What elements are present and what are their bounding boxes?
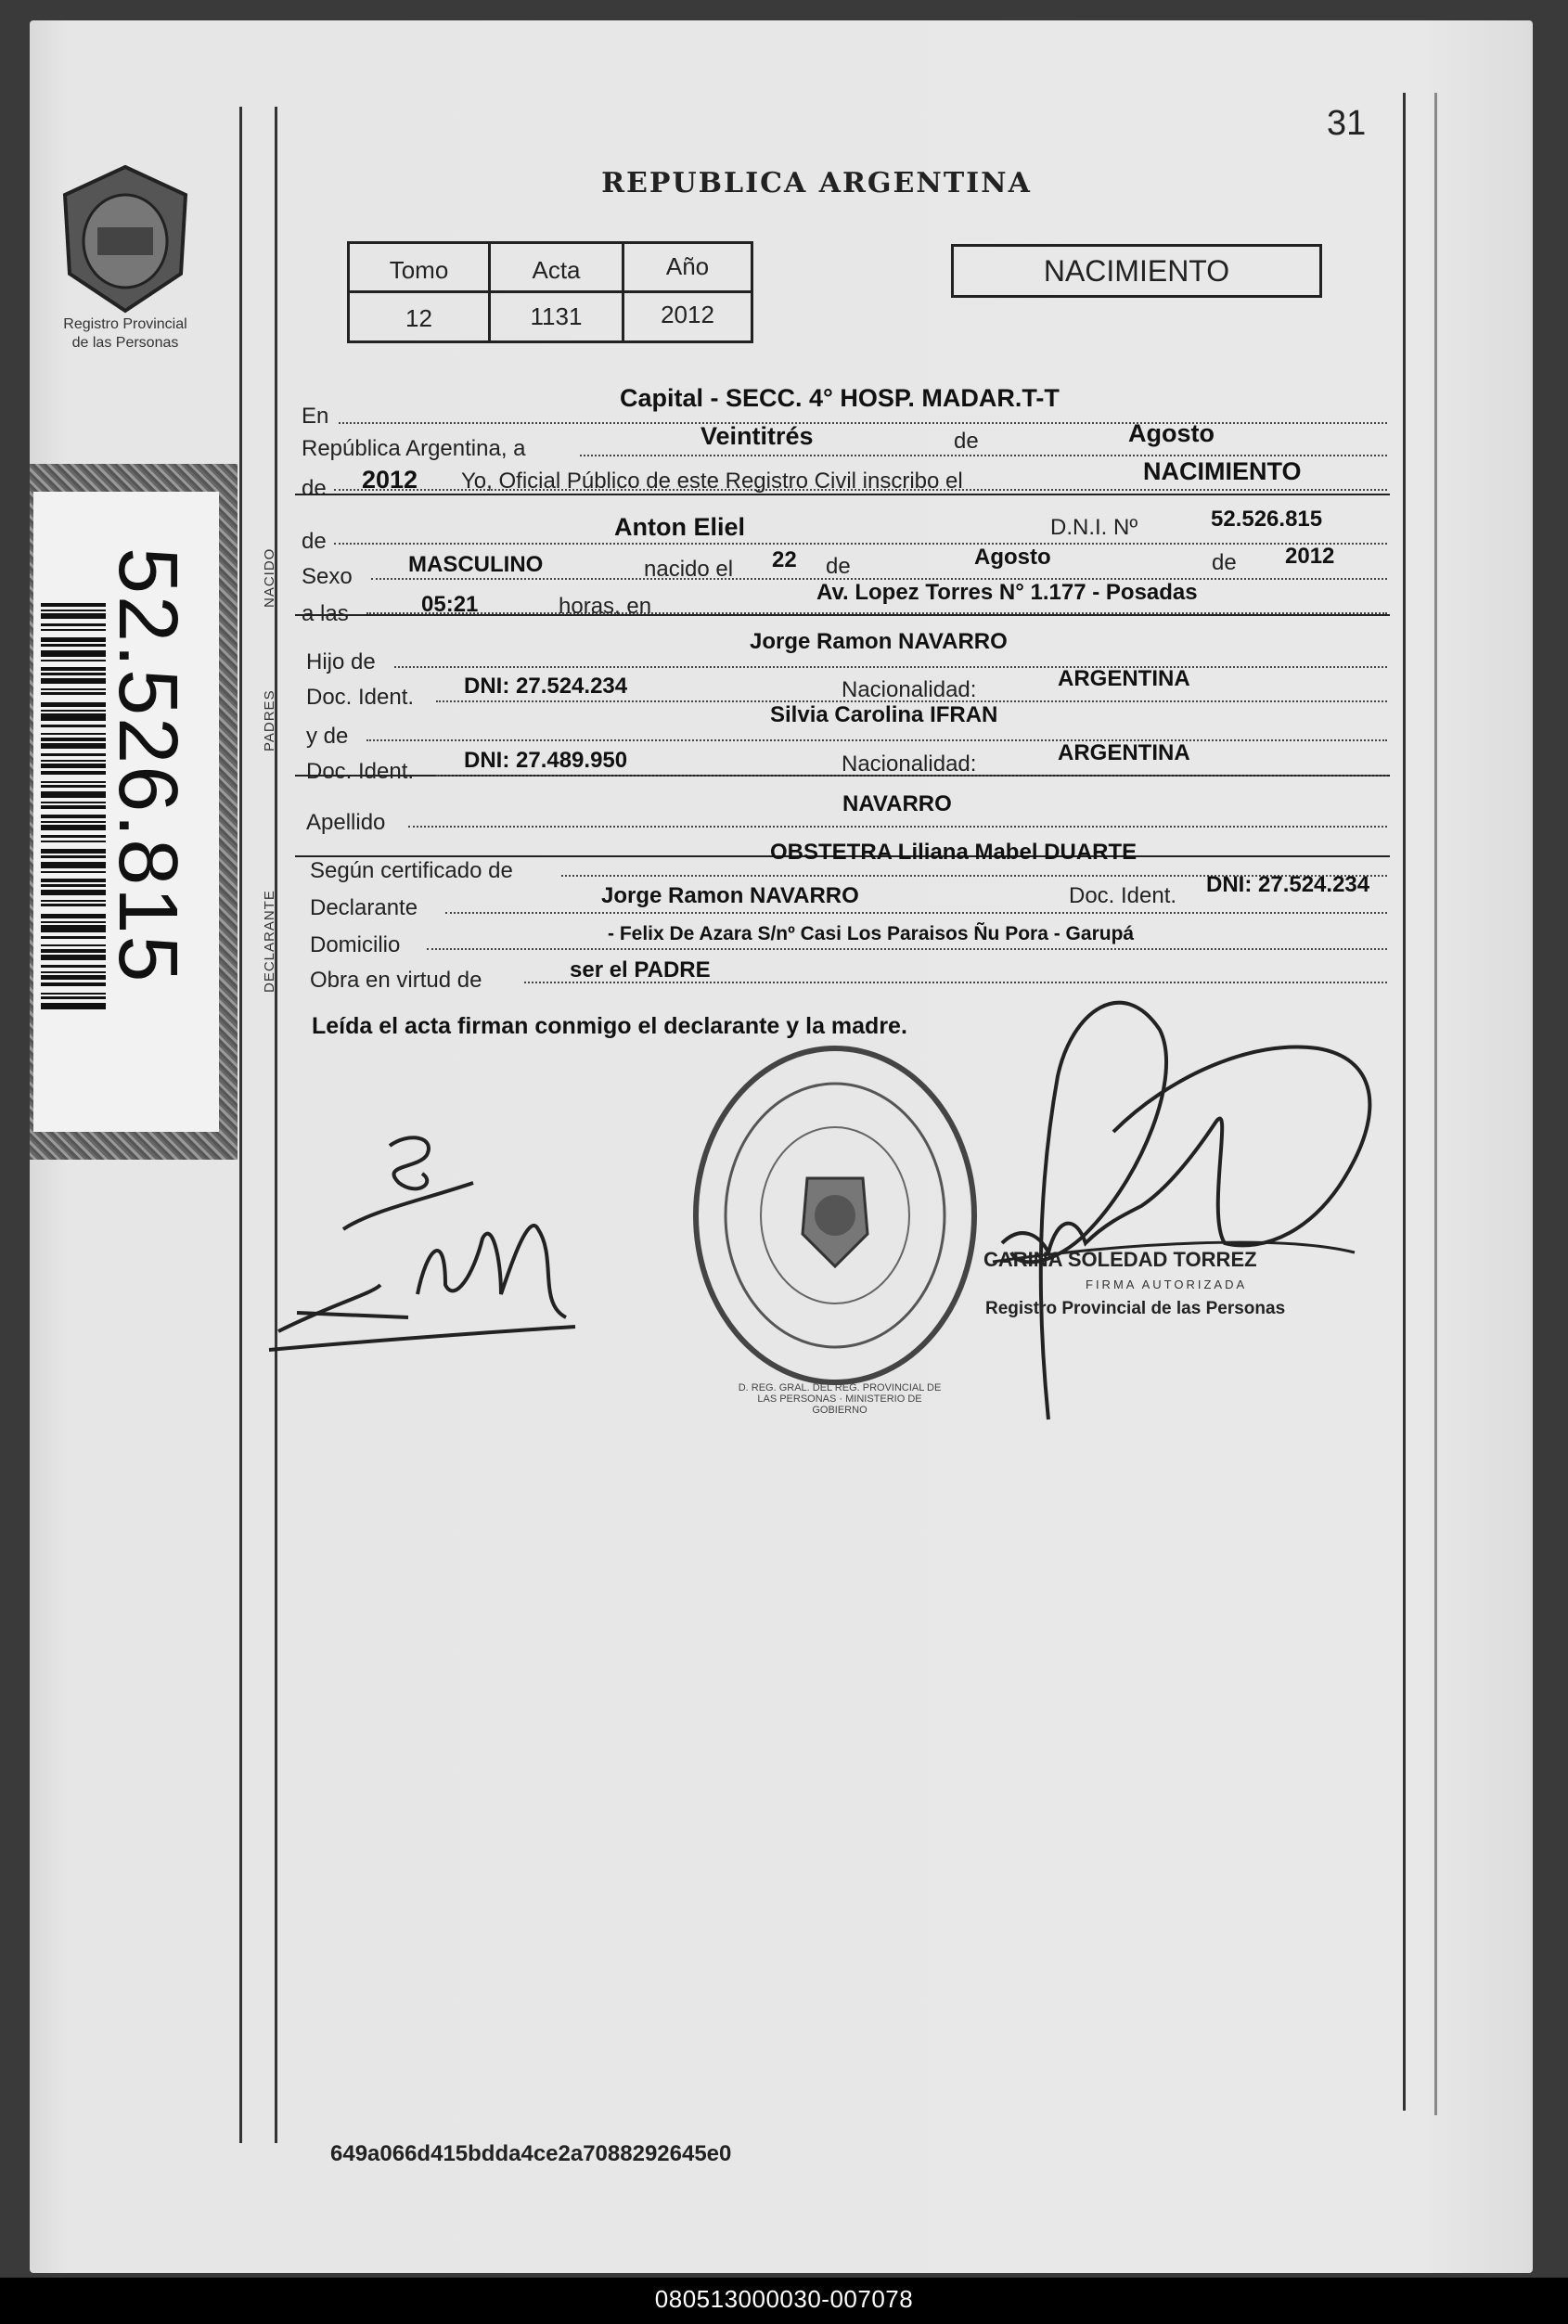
- agency-line-2: de las Personas: [71, 335, 179, 351]
- field-label-nacido-el: nacido el: [644, 557, 734, 582]
- field-label-de: de: [302, 476, 327, 501]
- barcode-bar: [41, 936, 106, 939]
- table-divider: [347, 290, 753, 293]
- barcode-bar: [41, 733, 106, 735]
- left-border-line: [239, 107, 242, 2143]
- field-line: [366, 739, 1387, 741]
- barcode-bar: [41, 890, 106, 895]
- section-label-declarante: DECLARANTE: [262, 890, 277, 993]
- field-value-nac-mes: Agosto: [974, 545, 1051, 570]
- field-value-nac-dia: 22: [772, 547, 797, 572]
- field-value-en: Capital - SECC. 4° HOSP. MADAR.T-T: [620, 384, 1060, 412]
- barcode-bar: [41, 791, 106, 798]
- table-header-anio: Año: [665, 252, 710, 280]
- field-line: [366, 612, 1387, 614]
- agency-label: [37, 315, 213, 353]
- field-value-madre: Silvia Carolina IFRAN: [770, 702, 998, 727]
- field-value-dni: 52.526.815: [1211, 507, 1323, 532]
- field-line: [427, 948, 1387, 950]
- barcode-bar: [41, 610, 106, 611]
- barcode-bar: [41, 921, 106, 923]
- barcode-bar: [41, 982, 106, 986]
- barcode-bar: [41, 971, 106, 973]
- field-label-obra: Obra en virtud de: [310, 968, 482, 993]
- barcode-bar: [41, 623, 106, 626]
- barcode-bar: [41, 904, 106, 906]
- barcode-bar: [41, 925, 106, 932]
- barcode-bar: [41, 678, 106, 684]
- barcode-bar: [41, 629, 106, 631]
- field-label-hijo-de: Hijo de: [306, 649, 376, 674]
- field-value-padre-nac: ARGENTINA: [1058, 666, 1190, 691]
- barcode-bar: [41, 603, 106, 607]
- field-value-dia: Veintitrés: [700, 422, 814, 450]
- barcode-bar: [41, 841, 106, 842]
- barcode-bar: [41, 900, 106, 902]
- field-label-de: de: [826, 554, 851, 579]
- barcode-number: 52.526.815: [101, 547, 194, 984]
- barcode-bar: [41, 871, 106, 873]
- field-value-decl-doc: DNI: 27.524.234: [1206, 872, 1370, 897]
- barcode-bar: [41, 855, 106, 858]
- record-type-box: NACIMIENTO: [951, 244, 1322, 298]
- agency-line-1: Registro Provincial: [63, 316, 187, 332]
- barcode-bar: [41, 805, 106, 809]
- barcode-bar: [41, 821, 106, 823]
- official-signature-icon: [983, 974, 1401, 1438]
- table-header-acta: Acta: [532, 256, 581, 284]
- field-label-republica: República Argentina, a: [302, 436, 526, 461]
- barcode-bar: [41, 996, 106, 999]
- barcode-bar: [41, 771, 106, 775]
- barcode-bar: [41, 637, 106, 642]
- field-value-nombre: Anton Eliel: [614, 513, 745, 541]
- field-value-madre-doc: DNI: 27.489.950: [464, 748, 628, 773]
- field-value-mes: Agosto: [1128, 419, 1215, 447]
- field-line: [394, 666, 1387, 668]
- page-number: 31: [1327, 104, 1367, 143]
- barcode-bar: [41, 738, 106, 741]
- section-label-nacido: NACIDO: [262, 547, 277, 608]
- barcode-bar: [41, 753, 106, 756]
- field-value-declarante: Jorge Ramon NAVARRO: [601, 883, 859, 908]
- declarant-signature-icon: [260, 1118, 594, 1368]
- field-label-horas-en: horas, en: [559, 594, 652, 619]
- field-line: [445, 912, 1387, 914]
- field-value-sexo: MASCULINO: [408, 552, 544, 577]
- field-value-domicilio: - Felix De Azara S/nº Casi Los Paraisos Ñu Pora - Garupá: [608, 923, 1135, 944]
- barcode-bar: [41, 862, 106, 868]
- barcode-bar: [41, 944, 106, 946]
- field-value-padre: Jorge Ramon NAVARRO: [750, 629, 1008, 654]
- right-outer-border-line: [1434, 93, 1437, 2115]
- barcode-bar: [41, 660, 106, 661]
- field-label-apellido: Apellido: [306, 810, 386, 835]
- field-label-doc-ident: Doc. Ident.: [306, 685, 415, 710]
- barcode-bar: [41, 815, 106, 818]
- closing-statement: Leída el acta firman conmigo el declarante y la madre.: [312, 1013, 907, 1039]
- field-value-padre-doc: DNI: 27.524.234: [464, 674, 628, 699]
- field-value-hora: 05:21: [421, 592, 479, 617]
- barcode-bar: [41, 965, 106, 968]
- barcode-bar: [41, 849, 106, 854]
- oficial-statement: Yo, Oficial Público de este Registro Civil inscribo el: [461, 469, 963, 494]
- field-label-y-de: y de: [306, 724, 349, 749]
- barcode-bar: [41, 613, 106, 619]
- barcode-bar: [41, 688, 106, 690]
- barcode-bar: [41, 879, 106, 882]
- field-label-decl-doc: Doc. Ident.: [1069, 883, 1177, 908]
- table-cell-tomo: 12: [405, 304, 432, 332]
- table-cell-anio: 2012: [661, 301, 714, 328]
- field-label-nacionalidad: Nacionalidad:: [842, 677, 977, 702]
- field-value-madre-nac: ARGENTINA: [1058, 740, 1190, 765]
- field-label-de: de: [1212, 550, 1237, 575]
- barcode-bar: [41, 975, 106, 980]
- official-name: CARINA SOLEDAD TORREZ: [983, 1248, 1257, 1271]
- official-seal-icon: [682, 1039, 988, 1392]
- barcode-bar: [41, 993, 106, 995]
- official-role: FIRMA AUTORIZADA: [1086, 1278, 1248, 1291]
- table-cell-acta: 1131: [530, 302, 583, 330]
- field-label-segun: Según certificado de: [310, 858, 513, 883]
- page-title: REPUBLICA ARGENTINA: [601, 167, 1032, 199]
- barcode-bar: [41, 914, 106, 918]
- field-line: [580, 455, 1387, 456]
- document-hash: 649a066d415bdda4ce2a7088292645e0: [330, 2141, 732, 2166]
- barcode-bar: [41, 825, 106, 830]
- seal-text: D. REG. GRAL. DEL REG. PROVINCIAL DE LAS PERSONAS · MINISTERIO DE GOBIERNO: [738, 1382, 942, 1416]
- field-value-nac-anio: 2012: [1285, 544, 1335, 569]
- province-emblem-icon: [56, 162, 195, 320]
- barcode-bar: [41, 650, 106, 657]
- barcode-bar: [41, 702, 106, 707]
- barcode-bar: [41, 949, 106, 953]
- table-header-tomo: Tomo: [389, 256, 449, 284]
- field-line: [334, 543, 1387, 545]
- field-value-apellido: NAVARRO: [842, 791, 952, 816]
- barcode-bar: [41, 713, 106, 721]
- section-label-padres: PADRES: [262, 689, 277, 751]
- field-value-lugar: Av. Lopez Torres N° 1.177 - Posadas: [816, 580, 1198, 605]
- field-line: [408, 826, 1387, 828]
- barcode-bar: [41, 835, 106, 838]
- barcode-bar: [41, 760, 106, 762]
- field-label-declarante: Declarante: [310, 895, 418, 920]
- barcode-bar: [41, 644, 106, 647]
- barcode-bar: [41, 764, 106, 768]
- barcode-bar: [41, 667, 106, 671]
- barcode-bar: [41, 781, 106, 783]
- barcode-bar: [41, 802, 106, 803]
- barcode-bar: [41, 743, 106, 749]
- barcode-bar: [41, 725, 106, 727]
- field-label-de: de: [954, 429, 979, 454]
- barcode-bar: [41, 785, 106, 788]
- footer-id: 080513000030-007078: [654, 2285, 914, 2313]
- field-label-doc-ident: Doc. Ident.: [306, 759, 415, 784]
- field-value-segun: OBSTETRA Liliana Mabel DUARTE: [770, 840, 1137, 865]
- barcode-bar: [41, 692, 106, 695]
- field-label-en: En: [302, 404, 329, 429]
- field-label-sexo: Sexo: [302, 564, 353, 589]
- field-value-obra: ser el PADRE: [570, 957, 711, 982]
- barcode-bar: [41, 955, 106, 960]
- field-label-a-las: a las: [302, 601, 349, 626]
- barcode-icon: [41, 603, 106, 1021]
- field-label-domicilio: Domicilio: [310, 932, 401, 957]
- official-agency: Registro Provincial de las Personas: [985, 1299, 1286, 1318]
- field-label-dni: D.N.I. Nº: [1050, 515, 1138, 540]
- barcode-bar: [41, 710, 106, 712]
- barcode-bar: [41, 673, 106, 675]
- field-line: [339, 422, 1387, 424]
- barcode-bar: [41, 884, 106, 887]
- barcode-bar: [41, 1003, 106, 1009]
- field-label-de: de: [302, 529, 327, 554]
- field-label-nacionalidad: Nacionalidad:: [842, 751, 977, 777]
- field-value-anio: 2012: [362, 466, 418, 494]
- field-value-inscribo: NACIMIENTO: [1143, 457, 1302, 485]
- right-border-line: [1403, 93, 1406, 2111]
